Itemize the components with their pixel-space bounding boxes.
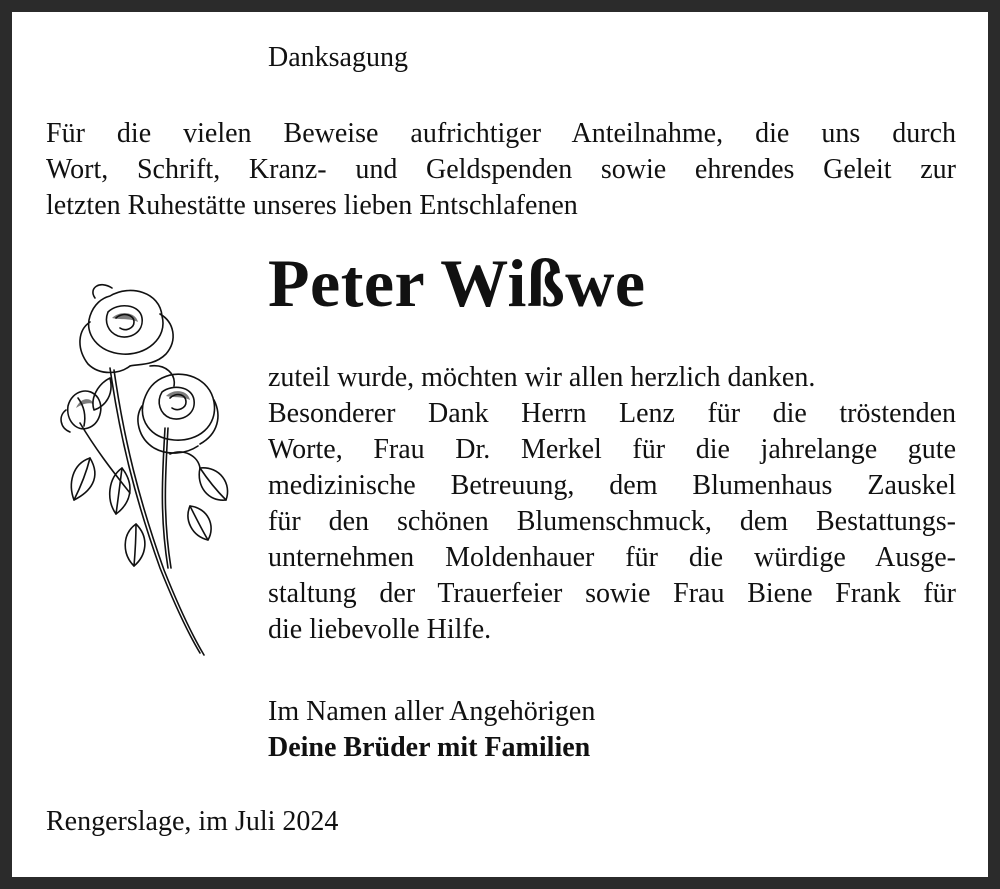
thanks-line: staltung der Trauerfeier sowie Frau Biene Frank für: [268, 578, 956, 609]
thanks-line: medizinische Betreuung, dem Blumenhaus Zauskel: [268, 470, 956, 501]
place-and-date: Rengerslage, im Juli 2024: [46, 806, 339, 837]
thanks-line: Worte, Frau Dr. Merkel für die jahrelange gute: [268, 434, 956, 465]
thanks-line: unternehmen Moldenhauer für die würdige Ausge-: [268, 542, 956, 573]
intro-paragraph: [46, 116, 956, 224]
intro-line: Wort, Schrift, Kranz- und Geldspenden sowie ehrendes Geleit zur: [46, 154, 956, 185]
obituary-notice: [12, 12, 988, 877]
signature-line-1: Im Namen aller Angehörigen: [268, 696, 596, 727]
thanks-line: zuteil wurde, möchten wir allen herzlich danken.: [268, 362, 816, 393]
rose-illustration-icon: [50, 278, 230, 658]
thanks-line: die liebevolle Hilfe.: [268, 614, 492, 645]
intro-line: letzten Ruhestätte unseres lieben Entschlafenen: [46, 190, 578, 221]
thanks-line: Besonderer Dank Herrn Lenz für die tröstenden: [268, 398, 956, 429]
thanks-line: für den schönen Blumenschmuck, dem Bestattungs-: [268, 506, 956, 537]
intro-line: Für die vielen Beweise aufrichtiger Anteilnahme, die uns durch: [46, 118, 956, 149]
deceased-name: Peter Wißwe: [268, 245, 646, 321]
thanks-paragraph: [268, 360, 956, 648]
signature-line-2: Deine Brüder mit Familien: [268, 732, 591, 763]
notice-heading: Danksagung: [268, 42, 408, 73]
